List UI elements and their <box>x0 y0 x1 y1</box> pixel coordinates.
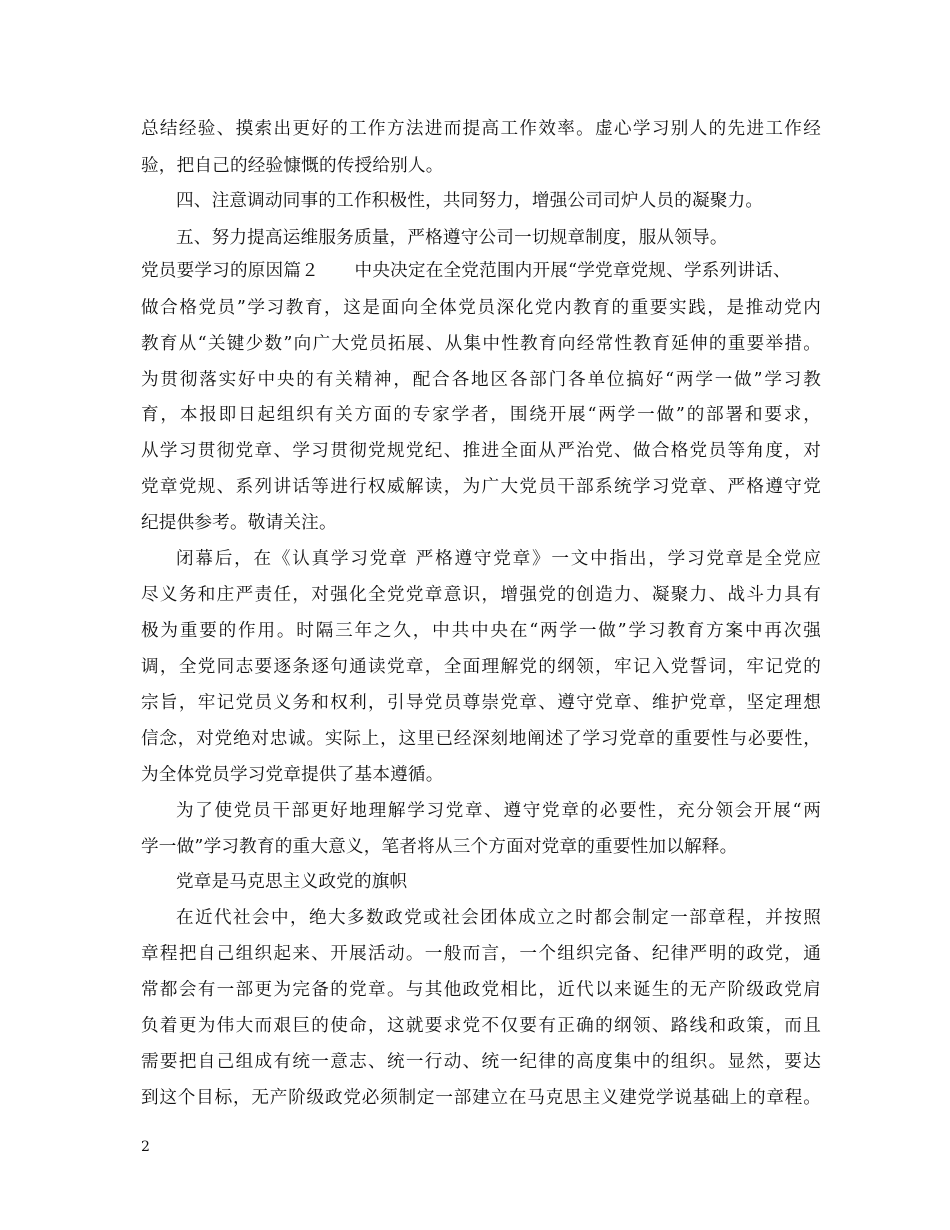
text-line: 四、注意调动同事的工作积极性，共同努力，增强公司司炉人员的凝聚力。 <box>176 191 764 211</box>
text-line: 章程把自己组织起来、开展活动。一般而言，一个组织完备、纪律严明的政党，通 <box>141 944 821 964</box>
text-line: 做合格党员”学习教育，这是面向全体党员深化党内教育的重要实践，是推动党内 <box>141 298 821 318</box>
text-line: 教育从“关键少数”向广大党员拓展、从集中性教育向经常性教育延伸的重要举措。 <box>141 334 821 354</box>
text-line: 负着更为伟大而艰巨的使命，这就要求党不仅要有正确的纲领、路线和政策，而且 <box>141 1016 821 1036</box>
text-line: 从学习贯彻党章、学习贯彻党规党纪、推进全面从严治党、做合格党员等角度，对 <box>141 441 821 461</box>
text-line: 在近代社会中，绝大多数政党或社会团体成立之时都会制定一部章程，并按照 <box>176 908 821 928</box>
text-line: 五、努力提高运维服务质量，严格遵守公司一切规章制度，服从领导。 <box>176 228 728 248</box>
text-line: 总结经验、摸索出更好的工作方法进而提高工作效率。虚心学习别人的先进工作经 <box>141 119 821 139</box>
text-line: 为贯彻落实好中央的有关精神，配合各地区各部门各单位搞好“两学一做”学习教 <box>141 370 821 390</box>
text-line: 学一做”学习教育的重大意义，笔者将从三个方面对党章的重要性加以解释。 <box>141 837 738 857</box>
text-line: 常都会有一部更为完备的党章。与其他政党相比，近代以来诞生的无产阶级政党肩 <box>141 980 821 1000</box>
text-line: 需要把自己组成有统一意志、统一行动、统一纪律的高度集中的组织。显然，要达 <box>141 1052 821 1072</box>
section-heading-line: 党员要学习的原因篇２ 中央决定在全党范围内开展“学党章党规、学系列讲话、 <box>141 261 791 281</box>
text-line: 到这个目标，无产阶级政党必须制定一部建立在马克思主义建党学说基础上的章程。 <box>141 1088 821 1108</box>
page-number: 2 <box>141 1139 150 1155</box>
text-line: 闭幕后，在《认真学习党章 严格遵守党章》一文中指出，学习党章是全党应 <box>176 549 821 569</box>
text-line: 育，本报即日起组织有关方面的专家学者，围绕开展“两学一做”的部署和要求， <box>141 405 821 425</box>
text-line: 尽义务和庄严责任，对强化全党党章意识，增强党的创造力、凝聚力、战斗力具有 <box>141 585 821 605</box>
text-line: 极为重要的作用。时隔三年之久，中共中央在“两学一做”学习教育方案中再次强 <box>141 621 821 641</box>
text-line: 调，全党同志要逐条逐句通读党章，全面理解党的纲领，牢记入党誓词，牢记党的 <box>141 657 821 677</box>
text-line: 党章党规、系列讲话等进行权威解读，为广大党员干部系统学习党章、严格遵守党 <box>141 477 821 497</box>
subheading-line: 党章是马克思主义政党的旗帜 <box>176 872 408 892</box>
text-line: 宗旨，牢记党员义务和权利，引导党员尊崇党章、遵守党章、维护党章，坚定理想 <box>141 693 821 713</box>
text-line: 纪提供参考。敬请关注。 <box>141 513 337 533</box>
text-line: 为了使党员干部更好地理解学习党章、遵守党章的必要性，充分领会开展“两 <box>176 801 821 821</box>
text-line: 信念，对党绝对忠诚。实际上，这里已经深刻地阐述了学习党章的重要性与必要性， <box>141 729 821 749</box>
text-line: 验，把自己的经验慷慨的传授给别人。 <box>141 156 444 176</box>
text-line: 为全体党员学习党章提供了基本遵循。 <box>141 765 444 785</box>
